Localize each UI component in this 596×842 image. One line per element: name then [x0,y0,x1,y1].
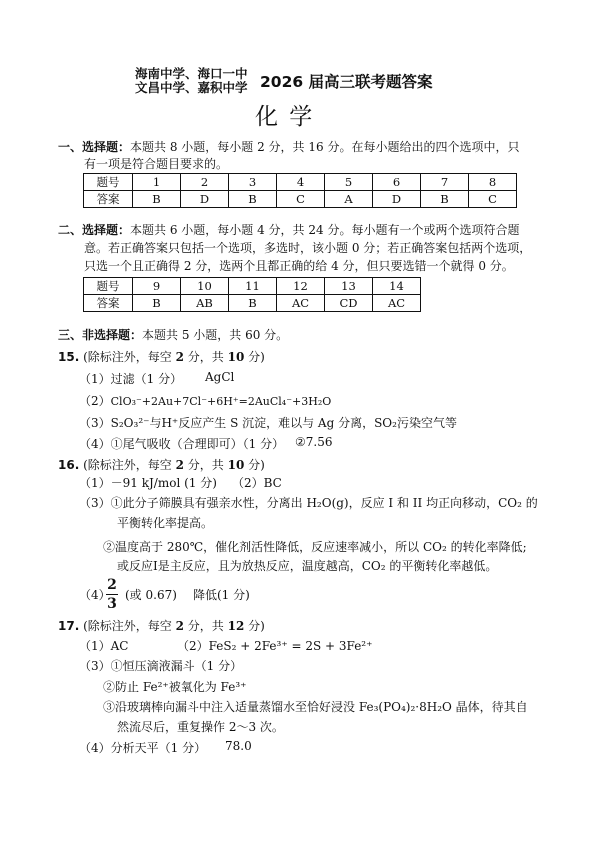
q15-note-d: 10 [227,350,245,364]
q16-part3-line1: （3）①此分子筛膜具有强亲水性，分离出 H₂O(g)，反应 I 和 II 均正向移动，CO₂ 的 [79,496,538,510]
q16-note-e: 分) [244,458,265,472]
q-answer: A [325,191,373,208]
q17-part3-line3: ③沿玻璃棒向漏斗中注入适量蒸馏水至恰好浸没 Fe₃(PO₄)₂·8H₂O 晶体，待其自 [103,700,528,714]
q15-note-a: (除标注外，每空 [83,350,176,364]
section3-label: 三、非选择题： [58,328,143,342]
q-number: 10 [181,278,229,295]
q17-part4-answer: 78.0 [225,739,252,753]
q15-part3 [79,414,457,431]
q16-note-d: 10 [227,458,245,472]
q16-part2: （2）BC [232,476,282,490]
section3-desc: 本题共 5 小题，共 60 分。 [142,328,289,342]
q16-header [58,456,265,473]
q17-part1: （1）AC [79,639,129,653]
q-number: 7 [421,174,469,191]
q17-part2: （2）FeS₂ + 2Fe³⁺ = 2S + 3Fe²⁺ [177,639,373,653]
q-number: 6 [373,174,421,191]
section3-heading [58,326,288,343]
q-answer: B [133,191,181,208]
q-answer: B [421,191,469,208]
q-number: 14 [373,278,421,295]
q16-part4-label: （4） [79,588,111,602]
row-label-a: 答案 [84,191,133,208]
q17-note-c: 分，共 [183,619,228,633]
q15-part1-label: （1）过滤（1 分） [79,372,183,386]
q17-header [58,617,265,634]
table-row-numbers [84,278,421,295]
q15-part4-answer: ②7.56 [295,435,333,449]
section2-desc-3: 只选一个且正确得 2 分，选两个且都正确的给 4 分，但只要选错一个就得 0 分。 [84,259,514,273]
q17-note-a: (除标注外，每空 [83,619,176,633]
table-row-answers [84,191,517,208]
q15-part2-equation: ClO₃⁻+2Au+7Cl⁻+6H⁺=2AuCl₄⁻+3H₂O [110,395,332,408]
section1-desc-1: 本题共 8 小题，每小题 2 分，共 16 分。在每小题给出的四个选项中，只 [130,140,520,154]
row-label-q: 题号 [84,278,133,295]
section2-label: 二、选择题： [58,223,131,237]
q-answer: B [229,191,277,208]
q-answer: B [133,295,181,312]
section1-answer-table [83,173,517,208]
school-line-2: 文昌中学、嘉积中学 [135,80,248,95]
q15-part4-label: （4）①尾气吸收（合理即可）（1 分） [79,437,285,451]
q-number: 5 [325,174,373,191]
q15-header [58,348,265,365]
q-number: 4 [277,174,325,191]
q-answer: CD [325,295,373,312]
q15-part3-text: S₂O₃²⁻与H⁺反应产生 S 沉淀，难以与 Ag 分离，SO₂污染空气等 [110,416,457,430]
q17-part4-label: （4）分析天平（1 分） [79,741,207,755]
q16-part4-alt: (或 0.67) [125,588,177,602]
q16-part3-line2: 平衡转化率提高。 [117,516,214,530]
q15-note-b: 2 [175,350,184,364]
section2-desc-2: 意。若正确答案只包括一个选项，多选时，该小题 0 分；若正确答案包括两个选项， [84,241,532,255]
q-number: 1 [133,174,181,191]
q15-part2-label: （2） [79,394,111,408]
q-number: 12 [277,278,325,295]
row-label-q: 题号 [84,174,133,191]
fraction-denominator: 3 [107,596,117,612]
subject-title: 化 学 [255,104,315,130]
q-number: 8 [469,174,517,191]
q-answer: AC [277,295,325,312]
q-answer: C [277,191,325,208]
q17-note-e: 分) [244,619,265,633]
q-answer: D [373,191,421,208]
q16-note-b: 2 [175,458,184,472]
table-row-answers [84,295,421,312]
page-title: 2026 届高三联考题答案 [260,73,433,91]
table-row-numbers [84,174,517,191]
q16-part1: （1）－91 kJ/mol (1 分) [79,476,217,490]
school-line-1: 海南中学、海口一中 [135,66,248,81]
q-answer: B [229,295,277,312]
fraction-bar [106,594,118,595]
section2-answer-table [83,277,421,312]
q17-note-d: 12 [227,619,245,633]
q16-part3-line3: ②温度高于 280℃，催化剂活性降低，反应速率减小，所以 CO₂ 的转化率降低; [103,540,527,554]
section2-heading [58,221,519,238]
q17-part3-line2: ②防止 Fe²⁺被氧化为 Fe³⁺ [103,680,247,694]
q15-part3-label: （3） [79,416,111,430]
q17-part3-line1: （3）①恒压滴液漏斗（1 分） [79,659,243,673]
q15-number: 15. [58,350,80,364]
section1-desc-2: 有一项是符合题目要求的。 [84,157,229,171]
q-number: 2 [181,174,229,191]
q-number: 11 [229,278,277,295]
q-answer: D [181,191,229,208]
q17-part3-line4: 然流尽后，重复操作 2～3 次。 [117,720,284,734]
section1-heading [58,138,519,155]
q16-part4-fraction [106,577,118,612]
q15-note-e: 分) [244,350,265,364]
q-number: 13 [325,278,373,295]
q-number: 3 [229,174,277,191]
q16-part3-line4: 或反应Ⅰ是主反应，且为放热反应，温度越高，CO₂ 的平衡转化率越低。 [117,559,498,573]
q-number: 9 [133,278,181,295]
section1-label: 一、选择题： [58,140,131,154]
q-answer: C [469,191,517,208]
q16-note-a: (除标注外，每空 [83,458,176,472]
q17-note-b: 2 [175,619,184,633]
q15-part1-answer: AgCl [205,370,235,384]
fraction-numerator: 2 [107,577,117,593]
q15-note-c: 分，共 [183,350,228,364]
q15-part2 [79,392,331,409]
section2-desc-1: 本题共 6 小题，每小题 4 分，共 24 分。每小题有一个或两个选项符合题 [130,223,520,237]
q16-number: 16. [58,458,80,472]
q17-number: 17. [58,619,80,633]
q16-note-c: 分，共 [183,458,228,472]
q-answer: AC [373,295,421,312]
q16-part4-answer: 降低(1 分) [193,588,250,602]
row-label-a: 答案 [84,295,133,312]
q-answer: AB [181,295,229,312]
